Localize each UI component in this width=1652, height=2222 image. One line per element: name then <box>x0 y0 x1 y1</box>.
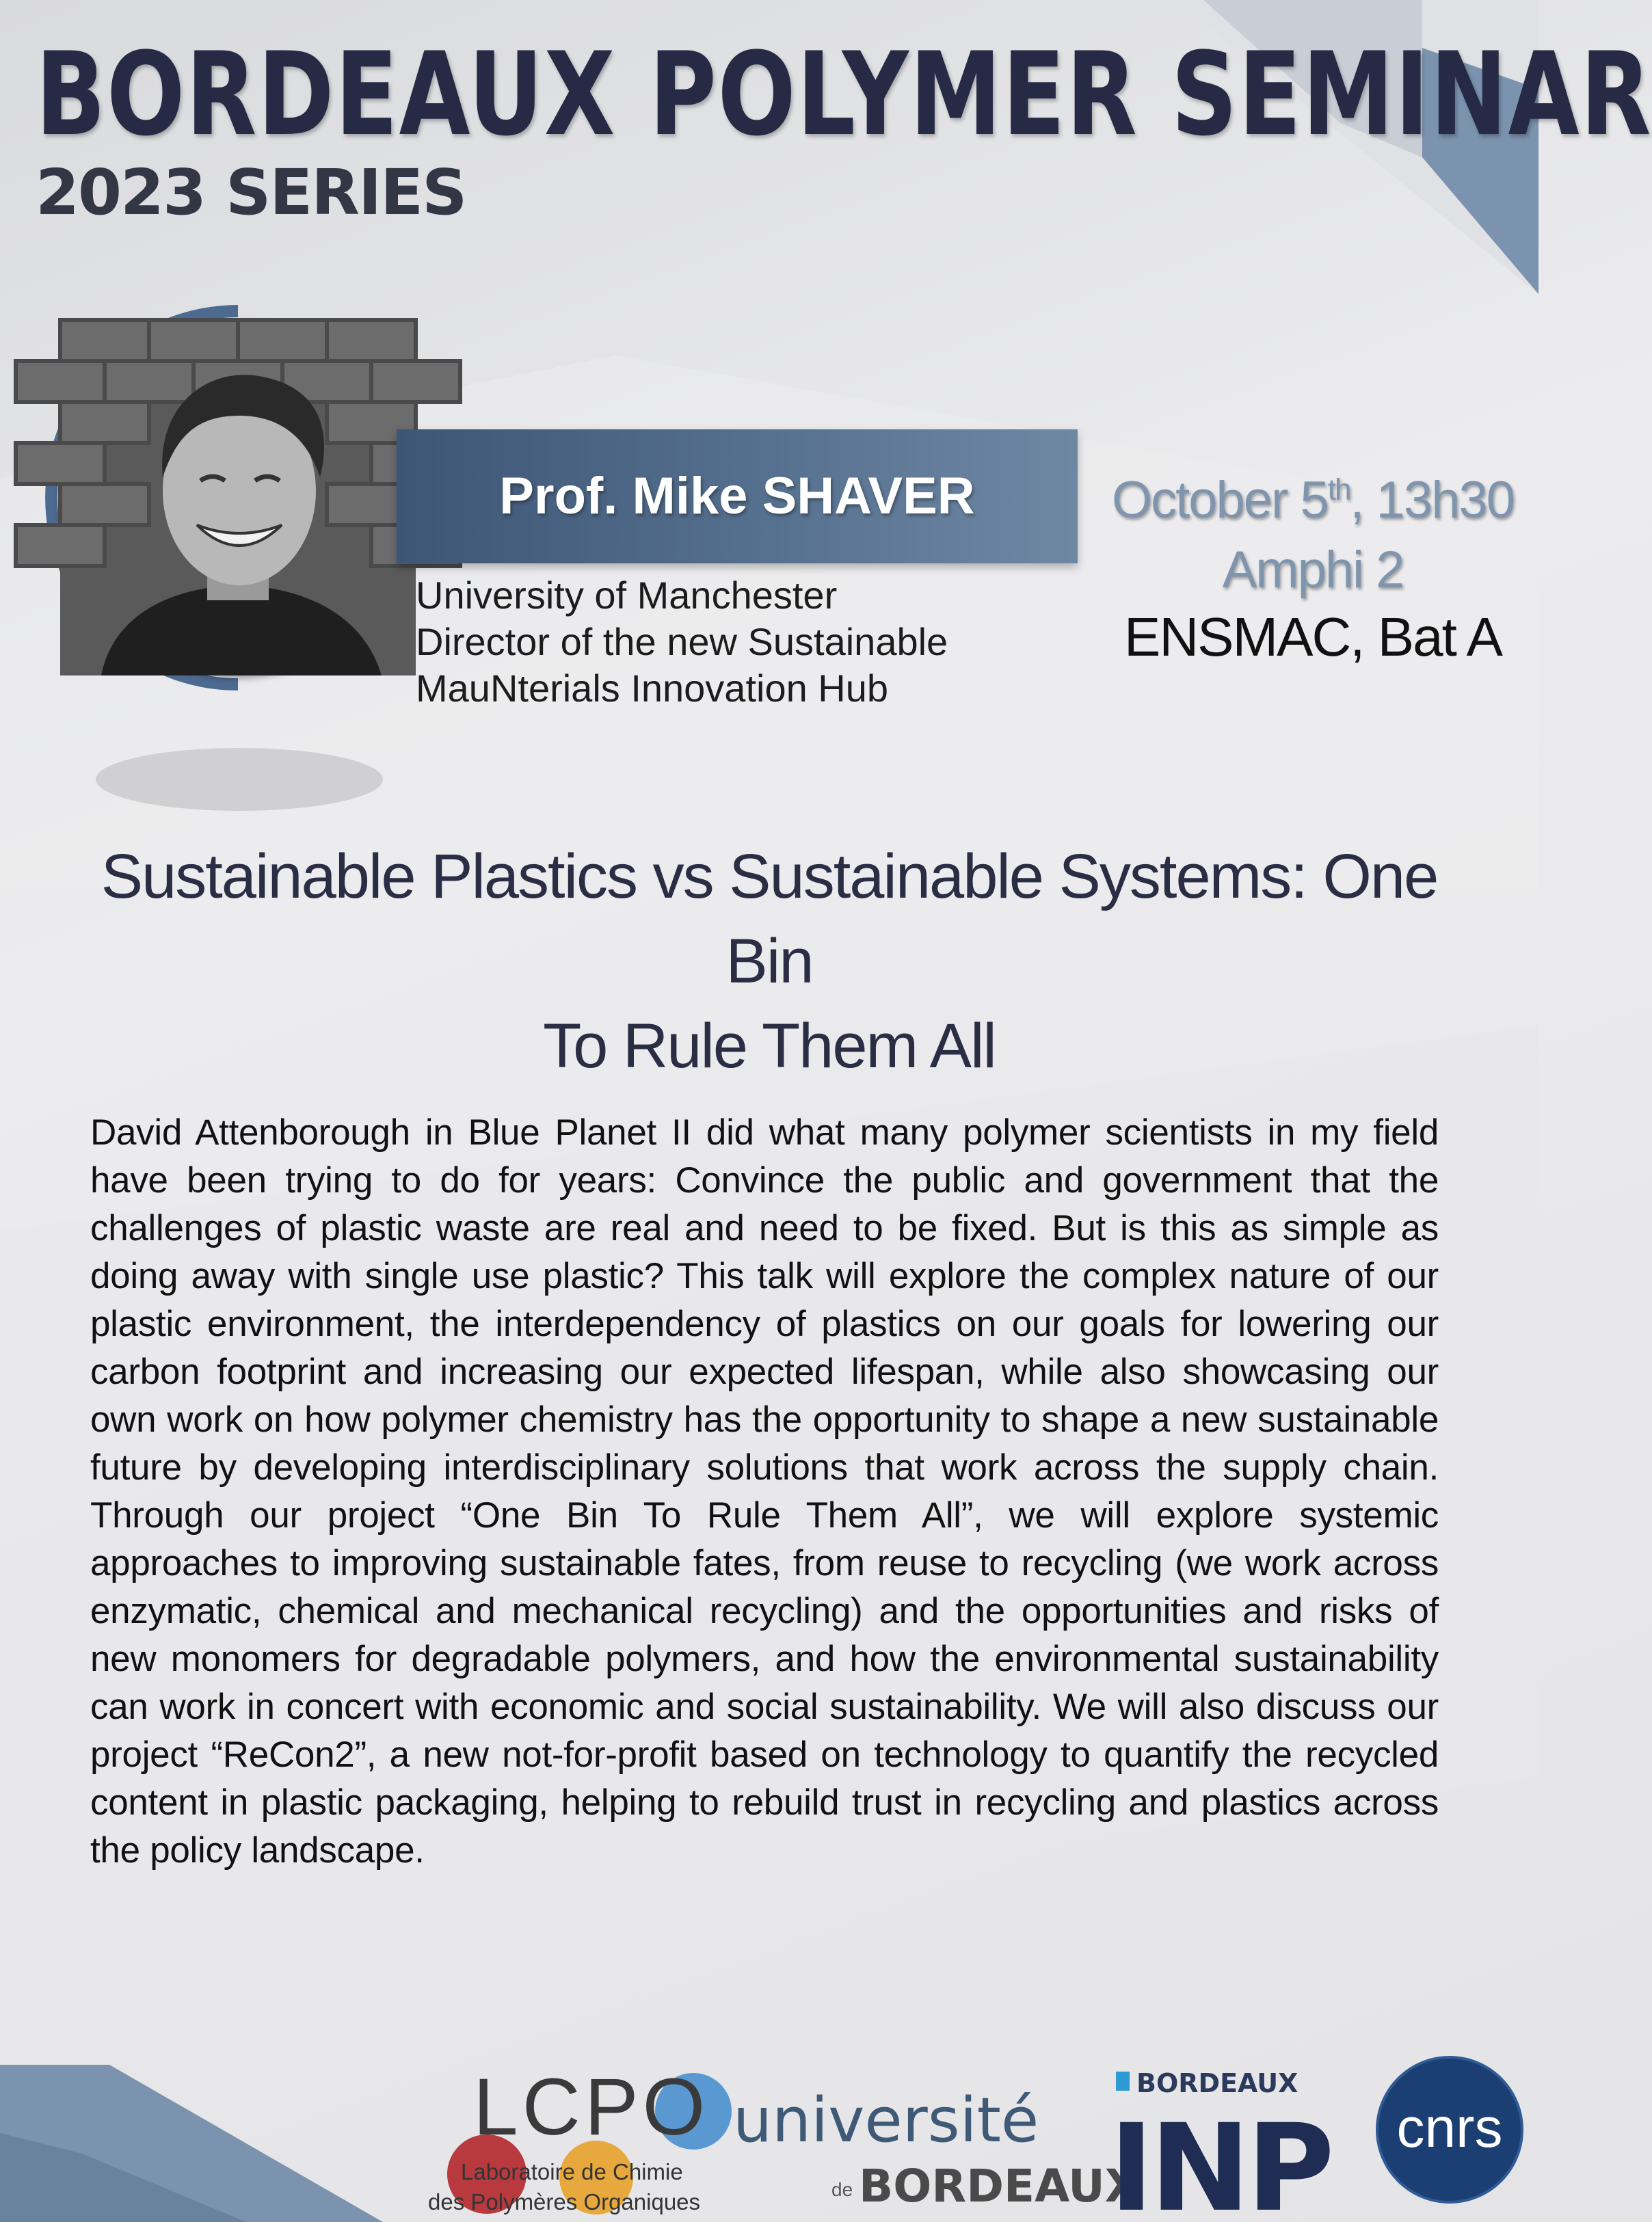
lcpo-line2: des Polymères Organiques <box>428 2189 701 2214</box>
speaker-affiliation-line: Director of the new Sustainable <box>416 620 948 663</box>
lcpo-acronym: LCPO <box>473 2062 710 2152</box>
universite-city: BORDEAUX <box>859 2160 1140 2212</box>
event-date: October 5th, 13h30 <box>1111 471 1514 529</box>
lcpo-line1: Laboratoire de Chimie <box>461 2159 683 2184</box>
cnrs-logo <box>1374 2054 1525 2205</box>
inp-main: INP <box>1109 2098 1331 2222</box>
universite-word: université <box>733 2085 1039 2156</box>
event-room: Amphi 2 <box>1222 541 1404 599</box>
speaker-name: Prof. Mike SHAVER <box>499 467 975 525</box>
speaker-affiliation-line: MauNterials Innovation Hub <box>416 667 889 710</box>
seminar-title: BORDEAUX POLYMER SEMINAR <box>36 27 1652 161</box>
bordeaux-inp-logo <box>1109 2058 1342 2222</box>
speaker-photo <box>60 320 416 675</box>
universite-de: de <box>831 2179 853 2200</box>
event-building: ENSMAC, Bat A <box>1124 606 1502 667</box>
inp-top: BORDEAUX <box>1136 2068 1298 2098</box>
talk-title <box>68 834 1470 1088</box>
talk-abstract: David Attenborough in Blue Planet II did what many polymer scientists in my field have been trying to do for years: Convince the public and government that the challenges of plastic waste are real and need to be fixed. But is this as simple as doing away with single use plastic? This talk will explore the complex nature of our plastic environment, the interdependency of plastics on our goals for lowering our carbon footprint and increasing our expected lifespan, while also showcasing our own work on how polymer chemistry has the opportunity to shape a new sustainable future by developing interdisciplinary solutions that work across the supply chain. Through our project “One Bin To Rule Them All”, we will explore systemic approaches to improving sustainable fates, from reuse to recycling (we work across enzymatic, chemical and mechanical recycling) and the opportunities and risks of new monomers for degradable polymers, and how the environmental sustainability can work in concert with economic and social sustainability. We will also discuss our project “ReCon2”, a new not-for-profit based on technology to quantify the recycled content in plastic packaging, helping to rebuild trust in recycling and plastics across the policy landscape. <box>90 1112 1439 1871</box>
talk-title-line: To Rule Them All <box>543 1011 996 1081</box>
talk-title-line: Sustainable Plastics vs Sustainable Systems: One Bin <box>101 842 1438 996</box>
lcpo-logo <box>425 2058 747 2222</box>
cnrs-text: cnrs <box>1396 2097 1503 2159</box>
speaker-affiliation-line: University of Manchester <box>416 574 838 617</box>
series-year: 2023 SERIES <box>36 156 466 229</box>
universite-bordeaux-logo <box>729 2078 1140 2215</box>
